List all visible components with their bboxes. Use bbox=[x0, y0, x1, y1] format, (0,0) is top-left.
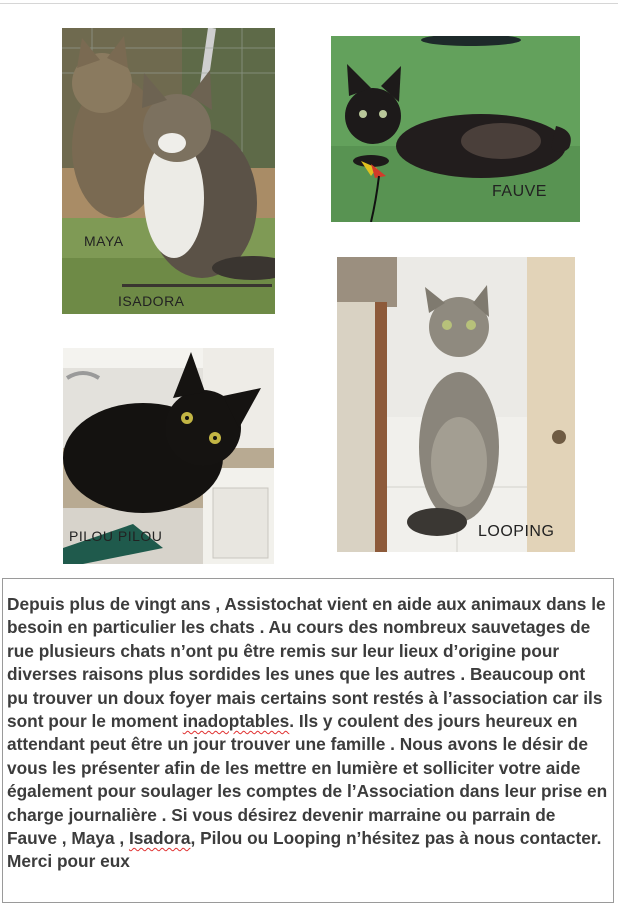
caption-looping: LOOPING bbox=[478, 523, 555, 540]
misspelled-word-inadoptables: inadoptables bbox=[182, 711, 290, 732]
misspelled-word-isadora: Isadora bbox=[128, 828, 191, 849]
description-text bbox=[7, 593, 609, 874]
looping-image bbox=[337, 257, 575, 552]
maya-isadora-image bbox=[62, 28, 275, 314]
description-box bbox=[2, 578, 614, 903]
caption-fauve: FAUVE bbox=[492, 183, 547, 200]
caption-maya: MAYA bbox=[84, 233, 124, 249]
top-divider bbox=[0, 3, 618, 4]
photo-maya-isadora bbox=[62, 28, 275, 314]
caption-pilou: PILOU PILOU bbox=[69, 528, 163, 544]
description-part-1: Depuis plus de vingt ans , Assistochat vient en aide aux animaux dans le besoin en particulier les chats . Au cours des nombreux sauvetages de rue plusieurs chats n’ont pu être remis sur leur lieux d’origine pour diverses raisons plus sordides les unes que les autres . Beaucoup ont pu trouver un doux foyer mais certains sont restés à l’association car ils sont pour le moment bbox=[7, 594, 606, 732]
caption-isadora: ISADORA bbox=[118, 293, 185, 309]
description-part-3: , Pilou ou Looping n’hésitez pas à nous contacter. Merci pour eux bbox=[7, 828, 602, 872]
description-part-2: . Ils y coulent des jours heureux en attendant peut être un jour trouver une famille . Nous avons le désir de vous les présenter afin de les mettre en lumière et solliciter votre aide également pour soulager les comptes de l’Association dans leur prise en charge journalière . Si vous désirez devenir marraine ou parrain de Fauve , Maya , bbox=[7, 711, 608, 849]
photo-looping bbox=[337, 257, 575, 552]
